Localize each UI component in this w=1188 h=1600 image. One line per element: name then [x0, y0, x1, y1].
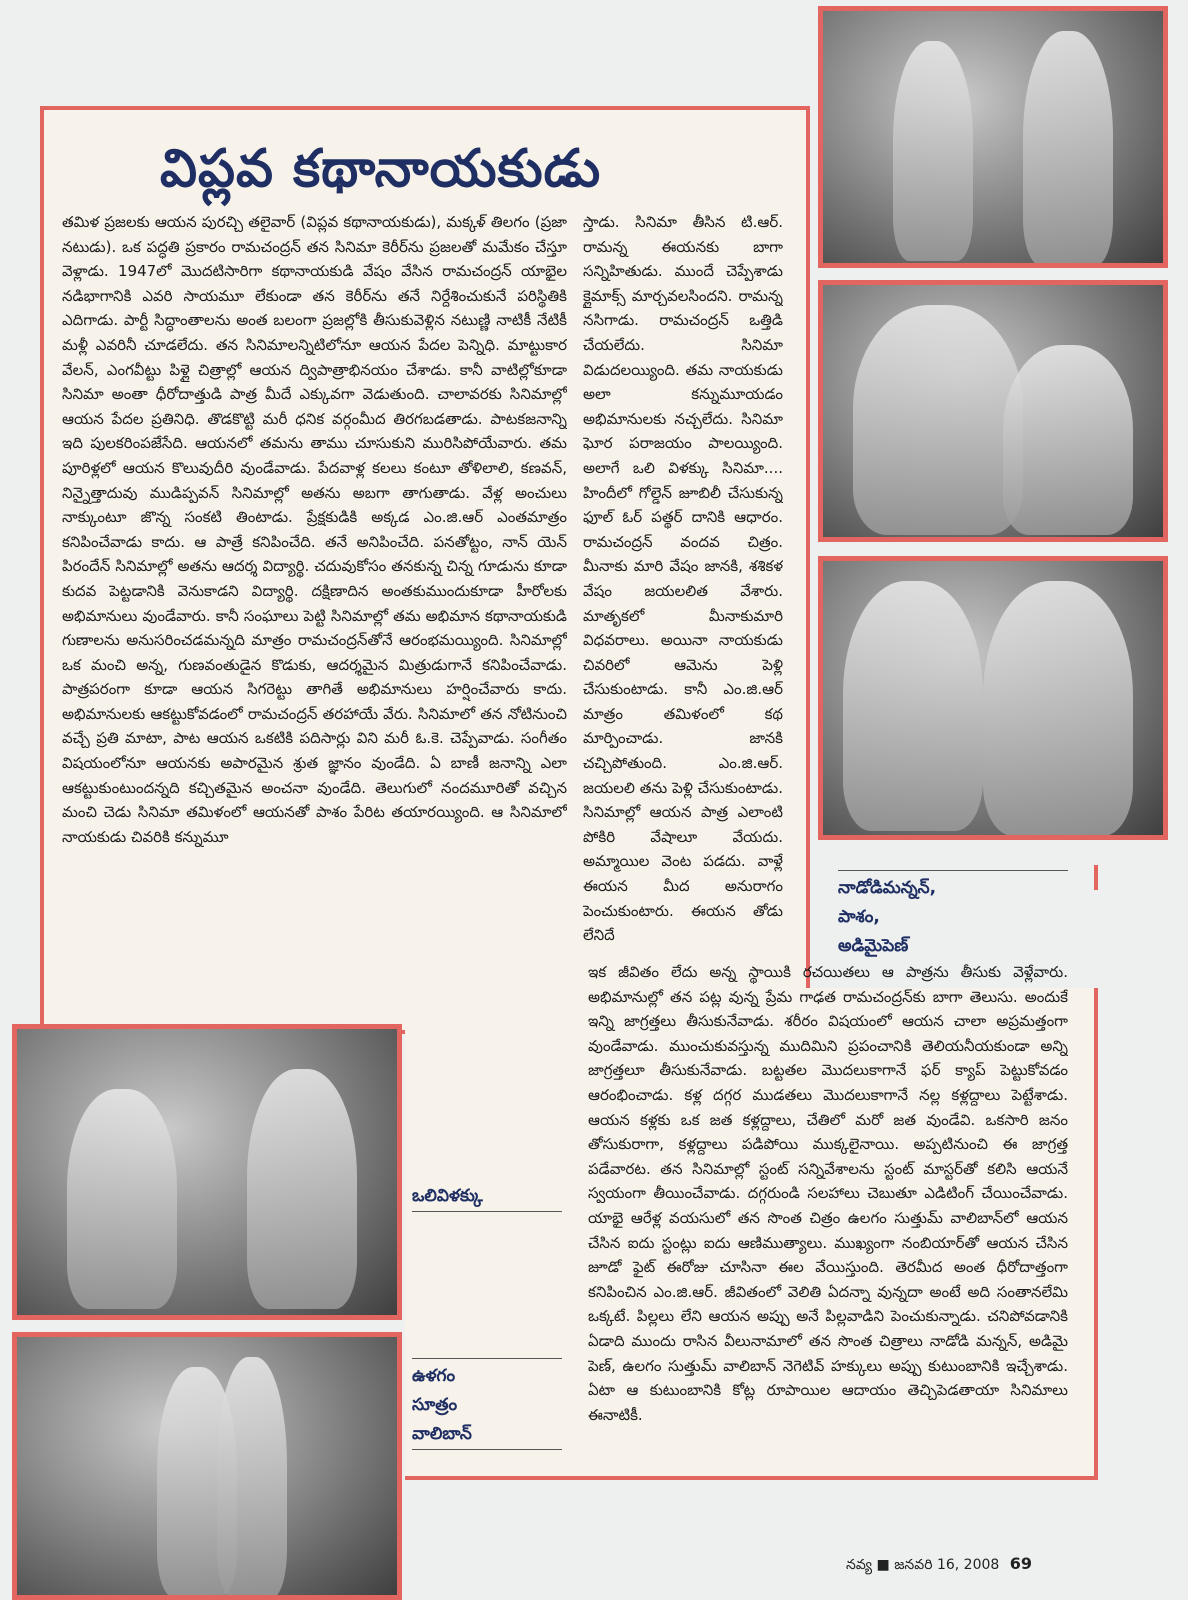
folio-separator: ■: [876, 1557, 890, 1573]
caption-rule: [412, 1211, 562, 1212]
caption-rule: [412, 1358, 562, 1359]
caption-rule: [412, 1449, 562, 1450]
film-still-photo-3: [818, 556, 1168, 840]
caption-line: సూత్రం: [412, 1395, 458, 1415]
film-still-photo-5: [12, 1332, 402, 1600]
magazine-name: నవ్య: [846, 1557, 873, 1573]
article-body-middle-column: స్తాడు. సినిమా తీసిన టి.ఆర్. రామన్న ఈయనకు బాగా సన్నిహితుడు. ముందే చెప్పేశాడు క్లైమాక్స్ మార్చవలసిందని. రామన్న నసిగాడు. రామచంద్రన్ ఒత్తిడి చేయలేదు. సినిమా విడుదలయ్యింది. తమ నాయకుడు అలా కన్నుమూయడం అభిమానులకు నచ్చలేదు. సినిమా ఘోర పరాజయం పాలయ్యింది. అలాగే ఒలి విళక్కు సినిమా.... హిందీలో గోల్డెన్ జూబిలీ చేసుకున్న ఫూల్ ఓర్ పత్థర్ దానికి ఆధారం. రామచంద్రన్ వందవ చిత్రం. మీనాకు మారి వేషం జానకి, శశికళ వేషం జయలలిత వేశారు. మాతృకలో మీనాకుమారి విధవరాలు. అయినా నాయకుడు చివరిలో ఆమెను పెళ్లి చేసుకుంటాడు. కానీ ఎం.జి.ఆర్ మాత్రం తమిళంలో కథ మార్పించాడు. జానకి చచ్చిపోతుంది. ఎం.జి.ఆర్. జయలలి తను పెళ్లి చేసుకుంటాడు. సినిమాల్లో ఆయన పాత్ర ఎలాంటి పోకిరి వేషాలూ వేయదు. అమ్మాయిల వెంట పడదు. వాళ్లే ఈయన మీద అనురాగం పెంచుకుంటారు. ఈయన తోడు లేనిదే: [583, 213, 783, 945]
caption-line: అడిమైపెణ్: [838, 936, 909, 956]
article-body-left-column: తమిళ ప్రజలకు ఆయన పురచ్చి తలైవార్ (విప్లవ కథానాయకుడు), మక్కళ్ తిలగం (ప్రజా నటుడు). ఒక పద్ధతి ప్రకారం రామచంద్రన్ తన సినిమా కెరీర్‌ను ప్రజలతో మమేకం చేస్తూ వెళ్లాడు. 1947లో మొదటిసారిగా కథానాయకుడి వేషం వేసిన రామచంద్రన్ యాభైల నడిభాగానికి ఎవరి సాయమూ లేకుండా తన కెరీర్‌ను తనే నిర్దేశించుకునే పరిస్థితికి ఎదిగాడు. పార్టీ సిద్ధాంతాలను అంత బలంగా ప్రజల్లోకి తీసుకువెళ్లిన నటుణ్ణి నాటికీ నేటికీ మళ్లీ ఎవరినీ చూడలేదు. తన సినిమాలన్నిటిలోనూ ఆయన పేదల పెన్నిధి. మాట్టుకార వేలన్, ఎంగవీట్టు పిళ్లై చిత్రాల్లో ఆయన ద్విపాత్రాభినయం చేశాడు. కానీ వాటిల్లోకూడా సినిమా అంతా ధీరోదాత్తుడి పాత్ర మీదే ఎక్కువగా వెడుతుంది. చాలావరకు సినిమాల్లో ఆయన పేదల ప్రతినిధి. తొడకొట్టి మరీ ధనిక వర్గంమీద తిరగబడతాడు. పాటకజనాన్ని ఇది పులకరింపజేసేది. ఆయనలో తమను తాము చూసుకుని మురిసిపోయేవారు. తమ పూరిళ్లలో ఆయన కొలువుదీరి వుండేవాడు. పేదవాళ్ల కలలు కంటూ తోళిలాలి, కణవన్, నిన్నైత్తాదువు ముడిప్పవన్ సినిమాల్లో అతను అబగా తాగుతాడు. వేళ్ల అంచులు నాక్కుంటూ జొన్న సంకటి తింటాడు. ప్రేక్షకుడికి అక్కడ ఎం.జి.ఆర్ ఎంతమాత్రం కనిపించేవాడు కాదు. ఆ పాత్రే కనిపించేది. తనే అనిపించేది. పనతోట్టం, నాన్ యెన్ పిరందేన్ సినిమాల్లో అతను ఆదర్శ విద్యార్థి. చదువుకోసం తనకున్న చిన్న గూడును కూడా కుదవ పెట్టడానికి వెనుకాడని విద్యార్థి. దక్షిణాదిన అంతకుముందుకూడా హీరోలకు అభిమానులు వుండేవారు. కానీ సంఘాలు పెట్టి సినిమాల్లో తమ అభిమాన కథానాయకుడి గుణాలను అనుసరించడమన్నది మాత్రం రామచంద్రన్‌తోనే ఆరంభమయ్యింది. సినిమాల్లో ఒక మంచి అన్న, గుణవంతుడైన కొడుకు, ఆదర్శమైన మిత్రుడుగానే కనిపించేవాడు. పాత్రపరంగా కూడా ఆయన సిగరెట్టు తాగితే అభిమానులు హర్షించేవారు కాదు. అభిమానులకు ఆకట్టుకోవడంలో రామచంద్రన్ తరహాయే వేరు. సినిమాలో తన నోటినుంచి వచ్చే ప్రతి మాటా, పాట ఆయన ఒకటికి పదిసార్లు విని మరీ ఓ.కె. చెప్పేవాడు. సంగీతం విషయంలోనూ ఆయనకు అపారమైన శ్రుత జ్ఞానం వుండేది. ఏ బాణీ జనాన్ని ఎలా ఆకట్టుకుంటుందన్నది కచ్చితమైన అంచనా వుండేది. తెలుగులో నందమూరితో వచ్చిన మంచి చెడు సినిమా తమిళంలో ఆయనతో పాశం పేరిట తయారయ్యింది. ఆ సినిమాలో నాయకుడు చివరికి కన్నుమూ: [62, 213, 567, 846]
caption-line: ఉళగం: [412, 1366, 456, 1386]
film-still-photo-1: [818, 6, 1168, 268]
film-still-photo-4: [12, 1024, 402, 1320]
issue-date: జనవరి 16, 2008: [894, 1557, 1000, 1573]
page-folio: [846, 1554, 1032, 1576]
caption-line: వాలిబాన్: [412, 1424, 472, 1444]
article-body-wide-column: ఇక జీవితం లేదు అన్న స్థాయికి రచయితలు ఆ పాత్రను తీసుకు వెళ్లేవారు. అభిమానుల్లో తన పట్ల వున్న ప్రేమ గాఢత రామచంద్రన్‌కు బాగా తెలుసు. అందుకే ఇన్ని జాగ్రత్తలు తీసుకునేవాడు. శరీరం విషయంలో ఆయన చాలా అప్రమత్తంగా వుండేవాడు. ముంచుకువస్తున్న ముదిమిని ప్రపంచానికి తెలియనీయకుండా అన్ని జాగ్రత్తలూ తీసుకునేవాడు. బట్టతల మొదలుకాగానే ఫర్ క్యాప్ పెట్టుకోవడం ఆరంభించాడు. కళ్ల దగ్గర ముడతలు మొదలుకాగానే నల్ల కళ్లద్దాలు పెట్టేశాడు. ఆయన కళ్లకు ఒక జత కళ్లద్దాలు, చేతిలో మరో జత వుండేవి. ఒకసారి జనం తోసుకురాగా, కళ్లద్దాలు పడిపోయి ముక్కలైనాయి. అప్పటినుంచి ఈ జాగ్రత్త పడేవారట. తన సినిమాల్లో స్టంట్ సన్నివేశాలను స్టంట్ మాస్టర్‌తో కలిసి ఆయనే స్వయంగా తీయించేవాడు. దగ్గరుండి సలహాలు చెబుతూ ఎడిటింగ్ చేయించేవాడు. యాభై ఆరేళ్ల వయసులో తన సొంత చిత్రం ఉలగం సుత్తుమ్ వాలిబాన్‌లో ఆయన చేసిన ఐదు స్టంట్లు ఐదు ఆణిముత్యాలు. ముఖ్యంగా నంబియార్‌తో ఆయన చేసిన జూడో ఫైట్ ఈరోజు చూసినా ఈల వేయిస్తుంది. తెరమీద అంత ధీరోదాత్తంగా కనిపించిన ఎం.జి.ఆర్. జీవితంలో వెలితి ఏదన్నా వున్నదా అంటే అది సంతానలేమి ఒక్కటే. పిల్లలు లేని ఆయన అప్పు అనే పిల్లవాడిని పెంచుకున్నాడు. చనిపోవడానికి ఏడాది ముందు రాసిన వీలునామాలో తన సొంత చిత్రాలు నాడోడి మన్నన్, అడిమై పెణ్, ఉలగం సుత్తుమ్ వాలిబాన్ నెగెటివ్ హక్కులు అప్పు కుటుంబానికి ఇచ్చేశాడు. ఏటా ఆ కుటుంబానికి కోట్ల రూపాయిల ఆదాయం తెచ్చిపెడతాయా సినిమాలు ఈనాటికీ.: [588, 963, 1068, 1424]
photo-caption-olivilakku: [412, 1182, 562, 1215]
caption-line: పాశం,: [838, 907, 880, 927]
caption-line: ఒలివిళక్కు: [412, 1186, 483, 1206]
film-still-photo-2: [818, 280, 1168, 542]
photo-caption-right: [838, 870, 1068, 961]
article-title: విప్లవ కథానాయకుడు: [160, 138, 602, 199]
photo-caption-ulagam: [412, 1358, 562, 1453]
page-number: 69: [1009, 1554, 1033, 1573]
caption-rule: [838, 870, 1068, 871]
caption-line: నాడోడిమన్నన్,: [838, 878, 937, 898]
